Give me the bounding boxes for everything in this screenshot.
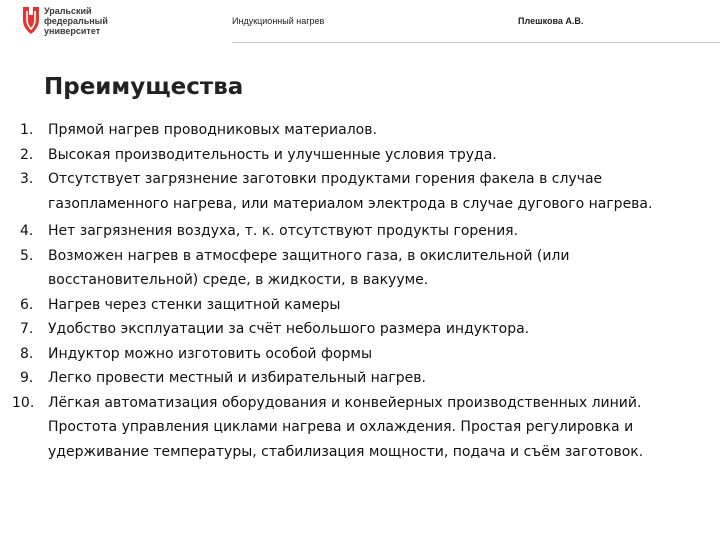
list-item: [12, 391, 708, 465]
item-text: Удобство эксплуатации за счёт небольшого размера индуктора.: [48, 321, 530, 337]
item-number: 4.: [20, 223, 34, 239]
item-number: 2.: [20, 146, 34, 163]
urfu-emblem-icon: [22, 6, 40, 36]
item-number: 1.: [20, 122, 34, 138]
list-item: [12, 342, 708, 367]
item-text: Прямой нагрев проводниковых материалов.: [48, 122, 377, 138]
item-number: 5.: [20, 247, 34, 264]
slide-title: Преимущества: [44, 74, 244, 100]
list-item: [12, 143, 708, 168]
item-text: Легко провести местный и избирательный нагрев.: [48, 370, 426, 386]
university-logo: [22, 5, 122, 37]
logo-text: [44, 6, 108, 36]
header-divider: [232, 42, 720, 43]
list-item: [12, 118, 708, 143]
header-author: Плешкова А.В.: [518, 16, 584, 26]
list-item: [12, 317, 708, 342]
list-item: [12, 244, 708, 293]
item-text: Индуктор можно изготовить особой формы: [48, 345, 373, 362]
logo-line-3: университет: [44, 26, 101, 36]
item-text: Высокая производительность и улучшенные условия труда.: [48, 146, 497, 163]
item-text: Нагрев через стенки защитной камеры: [48, 296, 341, 313]
item-number: 10.: [12, 394, 35, 411]
item-number: 7.: [20, 321, 34, 337]
logo-line-2: федеральный: [44, 16, 108, 26]
header-topic: Индукционный нагрев: [232, 16, 325, 26]
item-text: Лёгкая автоматизация оборудования и конвейерных производственных линий. Простота управления циклами нагрева и охлаждения. Простая регулировка и удерживание температуры, стабилизация мощности, подача и съём заготовок.: [48, 394, 644, 460]
advantages-list: [12, 118, 708, 464]
logo-line-1: Уральский: [44, 6, 92, 16]
item-number: 6.: [20, 296, 34, 313]
item-text: Нет загрязнения воздуха, т. к. отсутствуют продукты горения.: [48, 223, 519, 239]
item-number: 9.: [20, 370, 34, 386]
item-number: 8.: [20, 345, 34, 362]
list-item: [12, 167, 708, 216]
slide-header: [0, 0, 720, 42]
list-item: [12, 219, 708, 244]
item-text: Возможен нагрев в атмосфере защитного газа, в окислительной (или восстановительной) среде, в жидкости, в вакууме.: [48, 247, 570, 288]
list-item: [12, 293, 708, 318]
list-item: [12, 366, 708, 391]
item-number: 3.: [20, 171, 34, 187]
item-text: Отсутствует загрязнение заготовки продуктами горения факела в случае газопламенного нагрева, или материалом электрода в случае дугового нагрева.: [48, 171, 653, 212]
